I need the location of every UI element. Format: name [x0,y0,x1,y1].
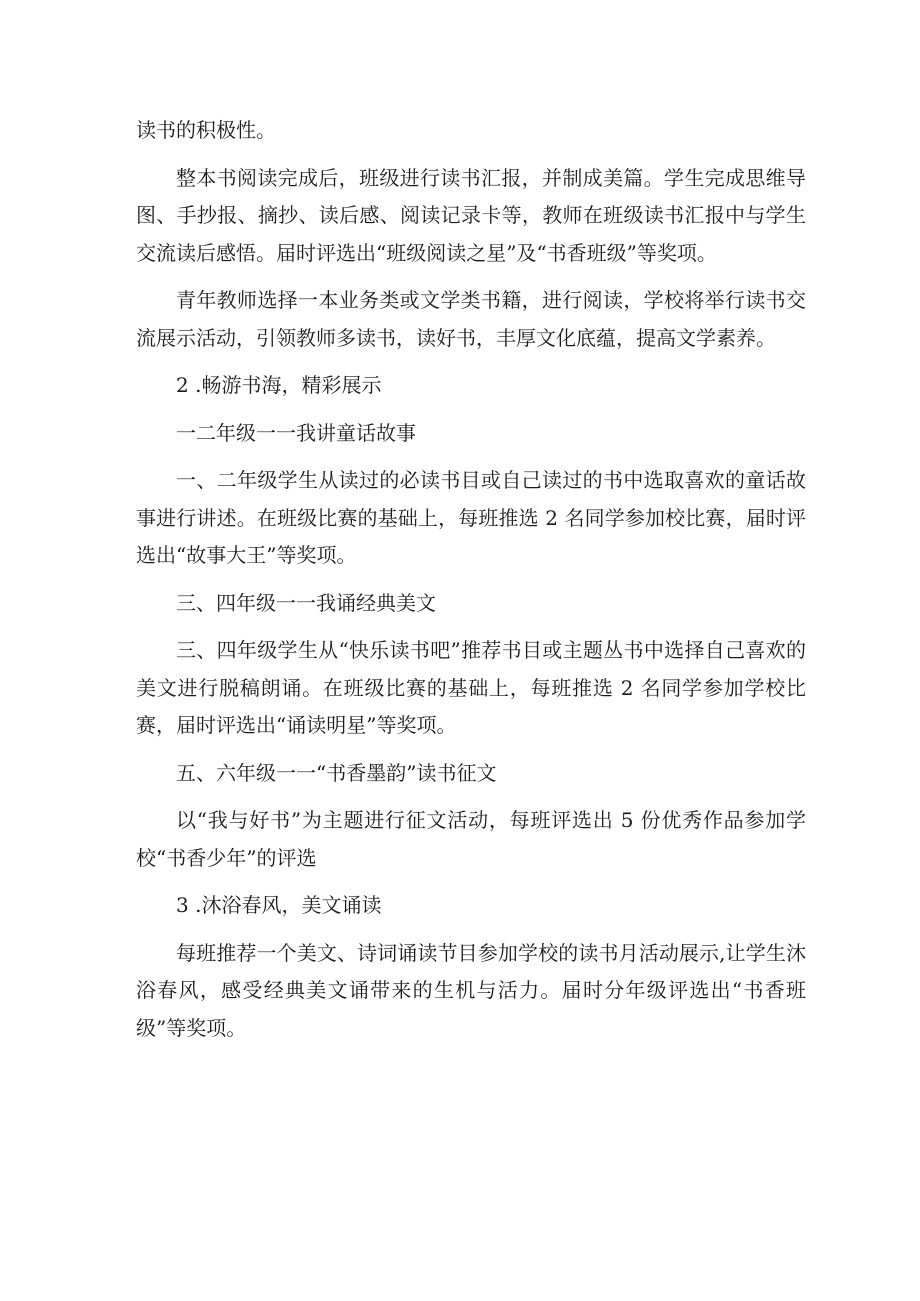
document-body [136,112,806,1057]
paragraph-grade-1-2: 一、二年级学生从读过的必读书目或自己读过的书中选取喜欢的童话故事进行讲述。在班级比赛的基础上，每班推选 2 名同学参加校比赛，届时评选出“故事大王”等奖项。 [136,468,806,567]
paragraph-recitation: 每班推荐一个美文、诗词诵读节目参加学校的读书月活动展示,让学生沐浴春风，感受经典美文诵带来的生机与活力。届时分年级评选出“书香班级”等奖项。 [136,940,806,1040]
paragraph-teacher-reading: 青年教师选择一本业务类或文学类书籍，进行阅读，学校将举行读书交流展示活动，引领教师多读书，读好书，丰厚文化底蕴，提高文学素养。 [136,288,806,350]
paragraph-grade-5-6: 以“我与好书”为主题进行征文活动，每班评选出 5 份优秀作品参加学校“书香少年”的评选 [136,808,806,870]
paragraph-continuation: 读书的积极性。 [136,118,276,142]
subheading-grade-1-2: 一二年级一一我讲童话故事 [176,420,416,445]
paragraph-grade-3-4: 三、四年级学生从“快乐读书吧”推荐书目或主题丛书中选择自己喜欢的美文进行脱稿朗诵。在班级比赛的基础上，每班推选 2 名同学参加学校比赛，届时评选出“诵读明星”等奖项。 [136,638,806,737]
section-heading-2: 2 .畅游书海，精彩展示 [176,373,382,397]
section-heading-3: 3 .沐浴春风，美文诵读 [176,893,382,917]
subheading-grade-3-4: 三、四年级一一我诵经典美文 [176,590,436,615]
paragraph-book-report: 整本书阅读完成后，班级进行读书汇报，并制成美篇。学生完成思维导图、手抄报、摘抄、读后感、阅读记录卡等，教师在班级读书汇报中与学生交流读后感悟。届时评选出“班级阅读之星”及“书香班级”等奖项。 [136,165,806,265]
subheading-grade-5-6: 五、六年级一一“书香墨韵”读书征文 [176,760,497,785]
